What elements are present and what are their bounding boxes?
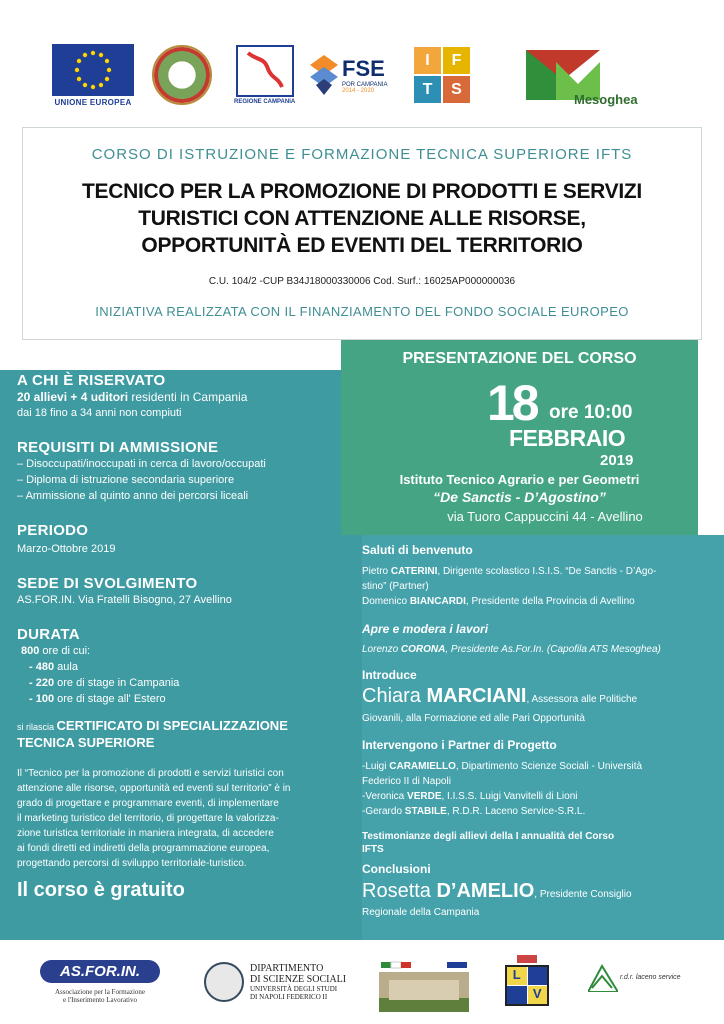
riservato-rest: residenti in Campania: [128, 390, 248, 404]
saluti-post: , Dirigente scolastico I.S.I.S. “De Sanctis - D’Ago-: [437, 566, 657, 577]
requisiti-item: – Disoccupati/inoccupati in cerca di lavoro/occupati: [17, 458, 266, 470]
intro-role: , Assessora alle Politiche: [526, 694, 638, 705]
course-description: [17, 766, 357, 871]
presentation-heading: PRESENTAZIONE DEL CORSO: [402, 350, 637, 367]
partner-bold: VERDE: [407, 791, 442, 802]
partner-post: , Dipartimento Scienze Sociali - Università: [455, 761, 643, 772]
riservato-line2: dai 18 fino a 34 anni non compiuti: [17, 407, 182, 419]
event-time: ore 10:00: [549, 402, 633, 423]
event-year: 2019: [600, 452, 634, 469]
apre-bold: CORONA: [400, 644, 446, 655]
dip-line: DIPARTIMENTO: [250, 963, 324, 974]
republic-emblem-icon: [152, 45, 212, 105]
partner-line: [362, 805, 585, 819]
dip-line: DI NAPOLI FEDERICO II: [250, 993, 328, 1001]
eu-label: UNIONE EUROPEA: [54, 97, 132, 107]
sede-heading: SEDE DI SVOLGIMENTO: [17, 575, 198, 592]
saluti-line: [362, 580, 429, 594]
lv-letter: L: [507, 967, 527, 985]
partner-post: , I.I.S.S. Luigi Vanvitelli di Lioni: [441, 791, 578, 802]
title-line: TECNICO PER LA PROMOZIONE DI PRODOTTI E SERVIZI: [82, 180, 642, 203]
course-title: [40, 178, 684, 259]
description-line: attenzione alle risorse, opportunità ed eventi sul territorio” è in: [17, 783, 291, 794]
ifts-grid-icon: [414, 47, 470, 103]
ifts-letter: F: [443, 47, 470, 74]
eu-logo: [52, 44, 134, 106]
testimonianze: [362, 830, 614, 856]
riservato-heading: A CHI È RISERVATO: [17, 372, 166, 389]
partner-bold: CARAMIELLO: [389, 761, 456, 772]
durata-item-bold: - 480: [29, 661, 55, 673]
lv-tile: [528, 967, 548, 985]
requisiti-item: – Diploma di istruzione secondaria superiore: [17, 474, 235, 486]
certificato-block: [17, 717, 357, 750]
durata-heading: DURATA: [17, 626, 80, 643]
durata-item-rest: ore di stage all' Estero: [54, 693, 166, 705]
concl-role: , Presidente Consiglio: [534, 889, 632, 900]
saluti-line: [362, 595, 635, 609]
partner-line: [362, 775, 451, 789]
event-address: via Tuoro Cappuccini 44 - Avellino: [447, 509, 643, 524]
saluti-pre: stino” (Partner): [362, 581, 429, 592]
partner-pre: -Veronica: [362, 791, 408, 802]
concl-role-line2: Regionale della Campania: [362, 907, 480, 918]
durata-item-bold: - 100: [29, 693, 55, 705]
partner-line: [362, 790, 577, 804]
requisiti-heading: REQUISITI DI AMMISSIONE: [17, 439, 219, 456]
partner-pre: -Gerardo: [362, 806, 405, 817]
testimonianze-line: IFTS: [362, 844, 384, 855]
durata-item-rest: ore di stage in Campania: [54, 677, 180, 689]
event-month: FEBBRAIO: [509, 425, 626, 451]
fse-sub: POR CAMPANIA: [342, 82, 388, 88]
campania-shield-icon: [236, 45, 294, 97]
saluti-pre: Pietro: [362, 566, 391, 577]
intro-role-line2: Giovanili, alla Formazione ed alle Pari Opportunità: [362, 713, 585, 724]
periodo-text: Marzo-Ottobre 2019: [17, 543, 116, 555]
requisiti-item: – Ammissione al quinto anno dei percorsi liceali: [17, 490, 249, 502]
lv-school-logo: [504, 955, 550, 1006]
laceno-service-logo: [588, 962, 698, 1002]
intro-first: Chiara: [362, 685, 427, 707]
free-course-banner: Il corso è gratuito: [17, 879, 185, 901]
saluti-bold: BIANCARDI: [409, 596, 466, 607]
saluti-post: , Presidente della Provincia di Avellino: [465, 596, 635, 607]
course-subtitle: CORSO DI ISTRUZIONE E FORMAZIONE TECNICA SUPERIORE IFTS: [91, 146, 633, 163]
title-line: TURISTICI CON ATTENZIONE ALLE RISORSE,: [138, 207, 586, 230]
fse-mark: FSE: [342, 56, 385, 81]
initiative-note: INIZIATIVA REALIZZATA CON IL FINANZIAMENTO DEL FONDO SOCIALE EUROPEO: [95, 304, 629, 319]
durata-item: [29, 675, 357, 691]
dip-line: DI SCIENZE SOCIALI: [250, 974, 347, 985]
intro-last: MARCIANI: [426, 685, 527, 707]
fse-logo: [310, 44, 388, 106]
riservato-text: [17, 389, 357, 405]
event-institute-name: “De Sanctis - D’Agostino”: [433, 489, 606, 505]
sede-text: AS.FOR.IN. Via Fratelli Bisogno, 27 Avellino: [17, 594, 232, 606]
description-line: zione turistica territoriale in maniera integrata, di accedere: [17, 828, 274, 839]
apre-line: [362, 643, 661, 657]
partner-line: [362, 760, 642, 774]
partner-post: , R.D.R. Laceno Service-S.R.L.: [446, 806, 586, 817]
university-seal-icon: [204, 962, 244, 1002]
description-line: il marketing turistico del territorio, di progettare la valorizza-: [17, 813, 279, 824]
saluti-line: [362, 565, 656, 579]
partner-pre: -Luigi: [362, 761, 390, 772]
description-line: progettando percorsi di sviluppo territoriale-turistico.: [17, 858, 247, 869]
riservato-bold: 20 allievi + 4 uditori: [17, 390, 129, 404]
saluti-pre: Domenico: [362, 596, 410, 607]
fse-years: 2014 - 2020: [342, 88, 375, 94]
ifts-logo: [414, 44, 470, 106]
laceno-mark-icon: [588, 962, 618, 992]
rilascia-text: si rilascia: [17, 722, 57, 732]
ifts-letter: I: [414, 47, 441, 74]
ifts-letter: S: [443, 76, 470, 103]
description-line: Il “Tecnico per la promozione di prodotti e servizi turistici con: [17, 768, 284, 779]
certificato-line2: TECNICA SUPERIORE: [17, 735, 155, 750]
lv-letter: V: [528, 986, 548, 1004]
left-info-content: [17, 372, 357, 902]
conclusioni-heading: Conclusioni: [362, 862, 431, 876]
dip-line: UNIVERSITÀ DEGLI STUDI: [250, 985, 338, 993]
conclusioni-speaker: [362, 880, 632, 903]
introduce-speaker: [362, 685, 637, 708]
periodo-heading: PERIODO: [17, 522, 89, 539]
partner-pre: Federico II di Napoli: [362, 776, 451, 787]
mesoghea-logo: [526, 44, 638, 107]
regione-campania-label: REGIONE CAMPANIA: [234, 99, 296, 105]
testimonianze-line: Testimonianze degli allievi della I annualità del Corso: [362, 831, 615, 842]
durata-item-rest: aula: [54, 661, 78, 673]
durata-total-bold: 800: [21, 645, 40, 657]
fse-arrows-icon: [310, 55, 338, 95]
italian-republic-emblem: [152, 44, 212, 106]
asforin-logo: [40, 960, 160, 1004]
durata-total: [21, 643, 357, 659]
lv-tile: [507, 986, 527, 1004]
saluti-heading: Saluti di benvenuto: [362, 543, 473, 557]
introduce-heading: Introduce: [362, 668, 417, 682]
event-institute: Istituto Tecnico Agrario e per Geometri: [399, 472, 640, 487]
regione-campania-logo: [234, 44, 295, 106]
apre-heading: Apre e modera i lavori: [362, 622, 489, 636]
durata-item-bold: - 220: [29, 677, 55, 689]
apre-post: , Presidente As.For.In. (Capofila ATS Mesoghea): [445, 644, 661, 655]
partner-bold: STABILE: [404, 806, 447, 817]
dipartimento-logo: [204, 962, 346, 1002]
mesoghea-label: Mesoghea: [574, 92, 638, 107]
ifts-letter: T: [414, 76, 441, 103]
eu-flag-icon: [52, 44, 134, 96]
course-codes: C.U. 104/2 -CUP B34J18000330006 Cod. Surf.: 16025AP000000036: [208, 276, 516, 287]
concl-last: D’AMELIO: [436, 880, 535, 902]
description-line: grado di progettare e programmare eventi, di implementare: [17, 798, 279, 809]
laceno-label: r.d.r. laceno service: [620, 974, 681, 981]
event-day: 18: [487, 375, 537, 431]
partner-heading: Intervengono i Partner di Progetto: [362, 738, 557, 752]
asforin-sub: e l'Inserimento Lavorativo: [63, 996, 137, 1004]
durata-item: [29, 691, 357, 707]
title-line: OPPORTUNITÀ ED EVENTI DEL TERRITORIO: [141, 234, 583, 257]
saluti-bold: CATERINI: [390, 566, 438, 577]
certificato-line1: CERTIFICATO DI SPECIALIZZAZIONE: [56, 718, 288, 733]
durata-total-rest: ore di cui:: [39, 645, 91, 657]
asforin-sub: Associazione per la Formazione: [55, 988, 145, 996]
asforin-mark: AS.FOR.IN.: [40, 960, 160, 983]
apre-pre: Lorenzo: [362, 644, 401, 655]
durata-item: [29, 659, 357, 675]
crest-icon: [517, 955, 537, 963]
vanvitelli-school-image: [379, 960, 469, 1012]
description-line: ai fondi diretti ed indiretti della programmazione europea,: [17, 843, 270, 854]
concl-first: Rosetta: [362, 880, 437, 902]
